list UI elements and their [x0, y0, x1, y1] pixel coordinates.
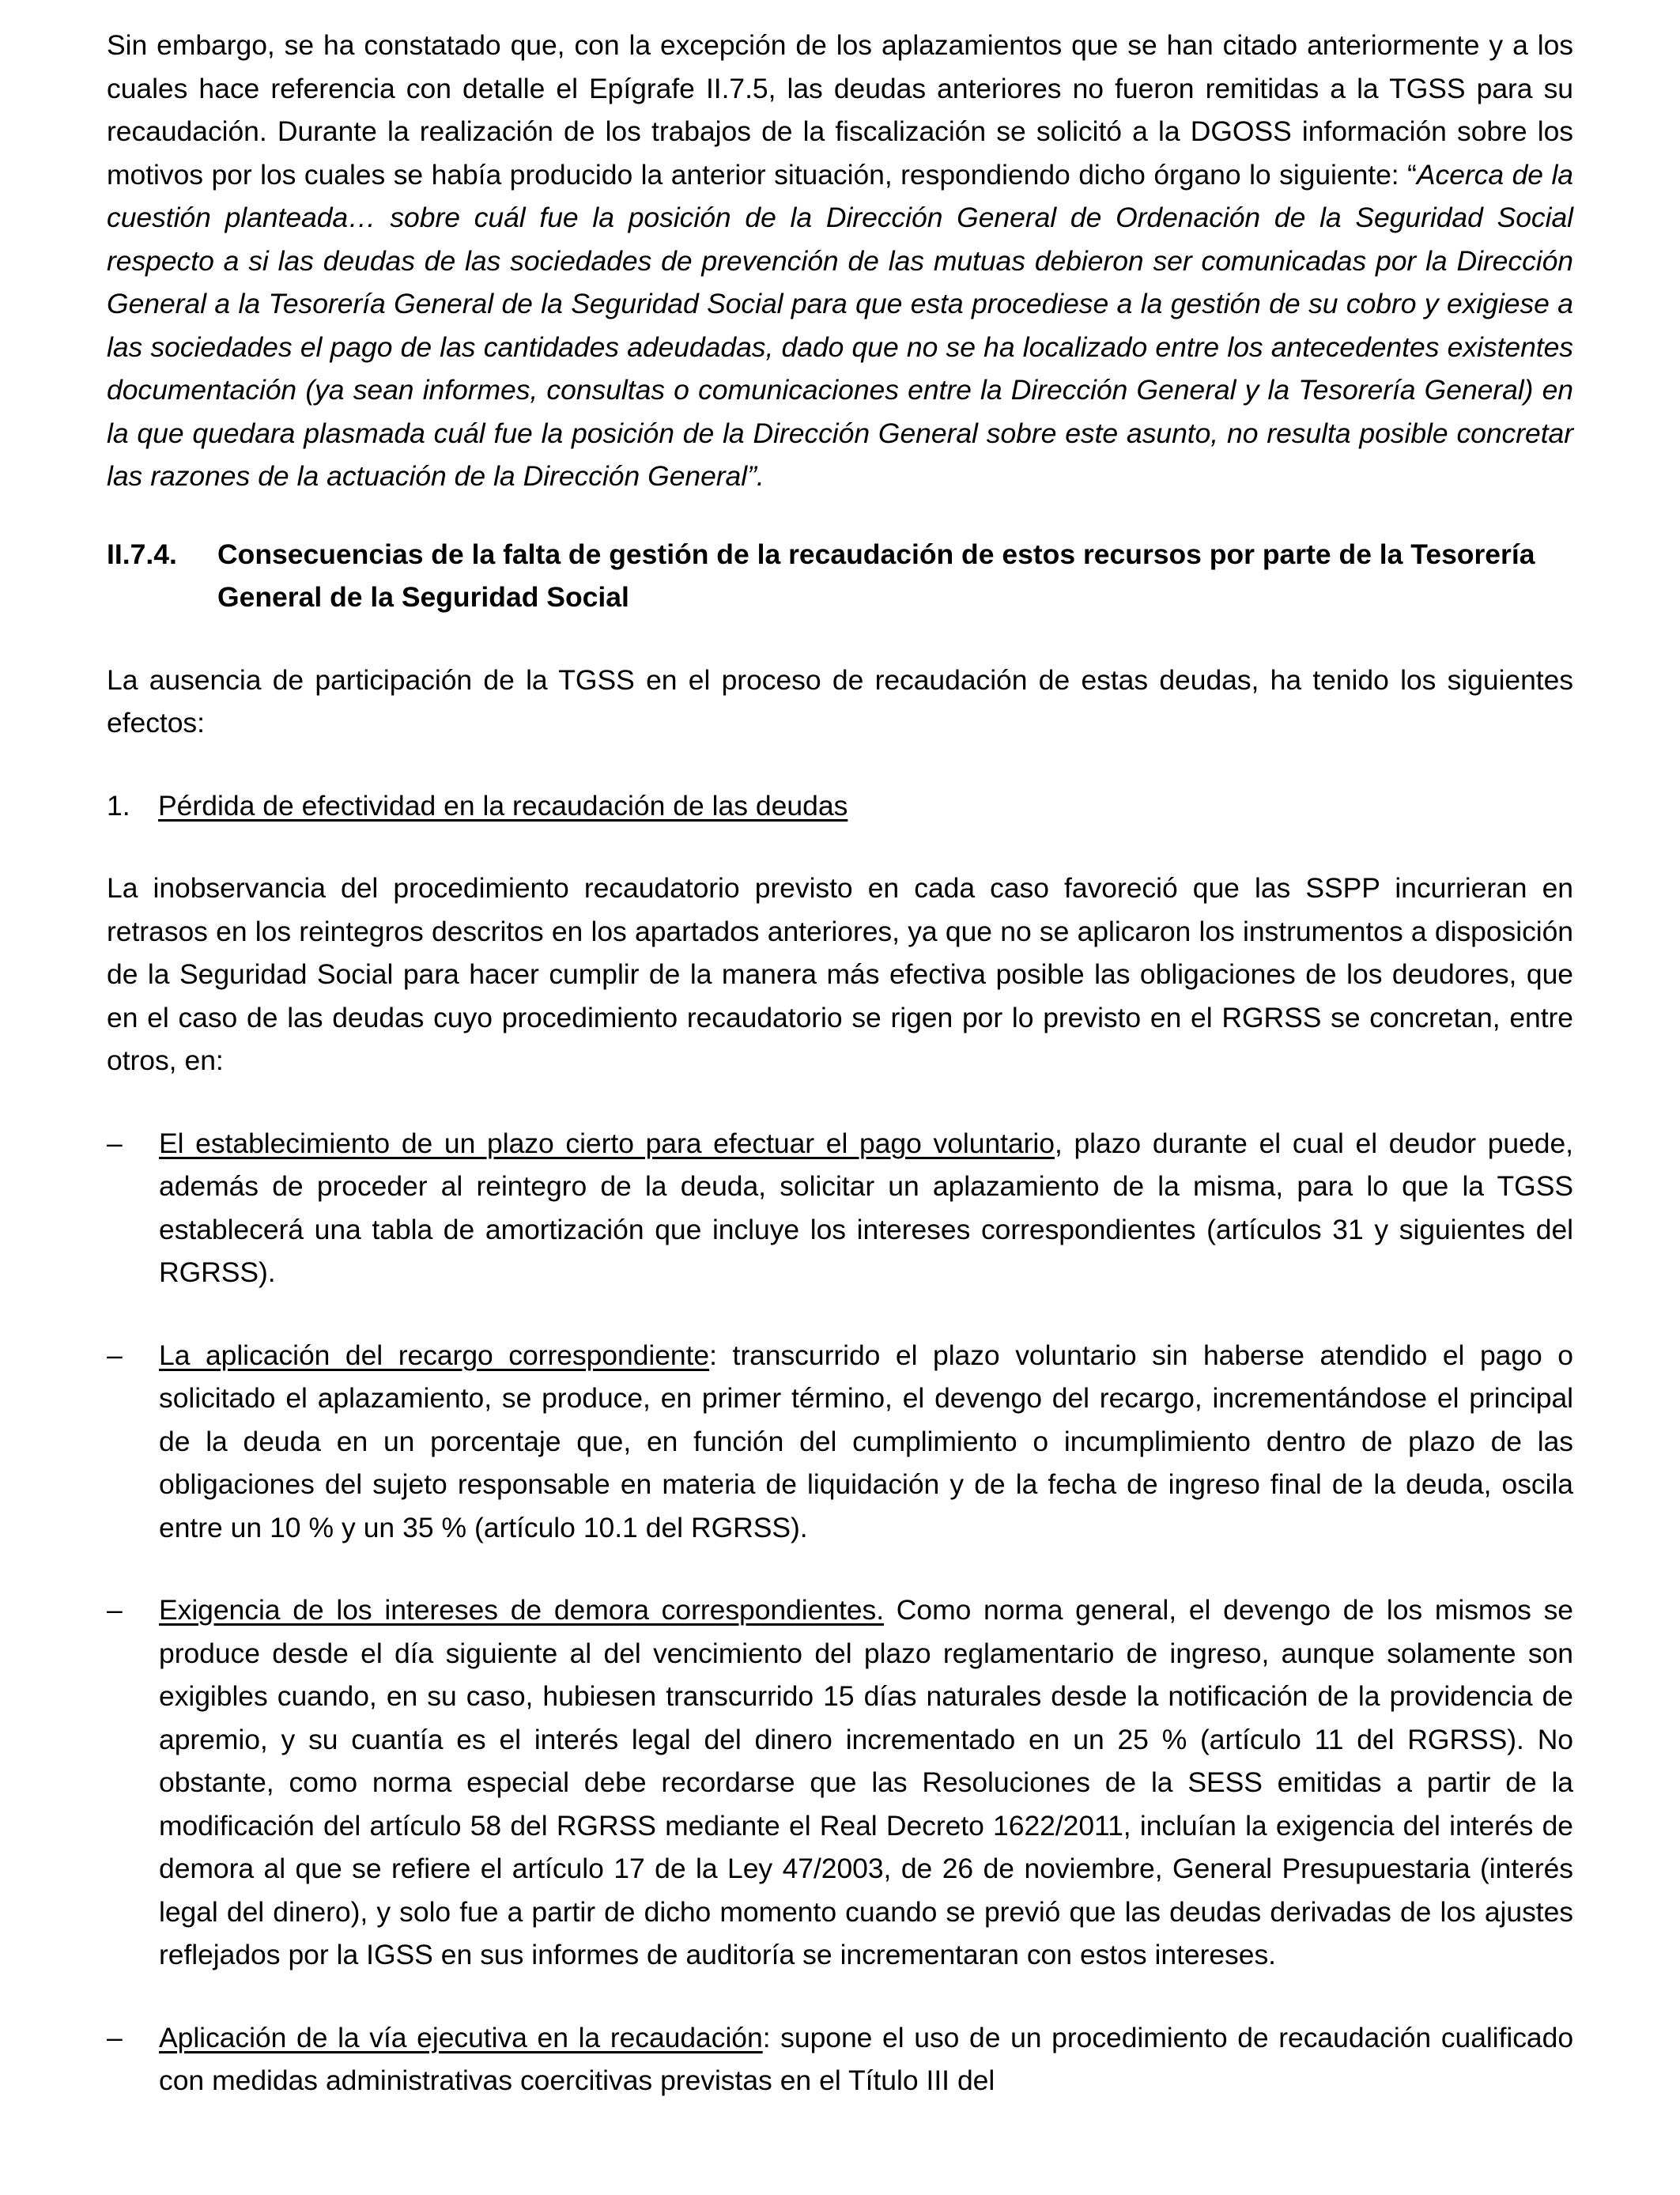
spacer [107, 1082, 1573, 1122]
dash-item-content [159, 1589, 1573, 1977]
dash-bullet-marker: – [107, 1594, 123, 1626]
numbered-item-label: Pérdida de efectividad en la recaudación de las deudas [158, 789, 848, 822]
dash-list-item [107, 1589, 1573, 1977]
dash-item-lead: Aplicación de la vía ejecutiva en la recaudación [159, 2021, 763, 2053]
spacer [107, 498, 1573, 533]
spacer [107, 1549, 1573, 1589]
dash-item-lead: El establecimiento de un plazo cierto para efectuar el pago voluntario [159, 1127, 1055, 1159]
dash-list-item [107, 1334, 1573, 1550]
effects-intro-paragraph: La ausencia de participación de la TGSS en el proceso de recaudación de estas deudas, ha tenido los siguientes efectos: [107, 663, 1573, 739]
section-heading-number: II.7.4. [107, 538, 177, 570]
dash-bullet-marker: – [107, 1127, 123, 1159]
dash-list-item [107, 2016, 1573, 2102]
spacer [107, 1977, 1573, 2016]
loss-body-paragraph: La inobservancia del procedimiento recaudatorio previsto en cada caso favoreció que las SSPP incurrieran en retrasos en los reintegros descritos en los apartados anteriores, ya que no se aplicaron los instrumentos a disposición de la Seguridad Social para hacer cumplir de la manera más efectiva posible las obligaciones de los deudores, que en el caso de las deudas cuyo procedimiento recaudatorio se rigen por lo previsto en el RGRSS se concretan, entre otros, en: [107, 872, 1573, 1076]
dash-item-rest: Como norma general, el devengo de los mismos se produce desde el día siguiente al del vencimiento del plazo reglamentario de ingreso, aunque solamente son exigibles cuando, en su caso, hubiesen transcurrido 15 días naturales desde la notificación de la providencia de apremio, y su cuantía es el interés legal del dinero incrementado en un 25 % (artículo 11 del RGRSS). No obstante, como norma especial debe recordarse que las Resoluciones de la SESS emitidas a partir de la modificación del artículo 58 del RGRSS mediante el Real Decreto 1622/2011, incluían la exigencia del interés de demora al que se refiere el artículo 17 de la Ley 47/2003, de 26 de noviembre, General Presupuestaria (interés legal del dinero), y solo fue a partir de dicho momento cuando se previó que las deudas derivadas de los ajustes reflejados por la IGSS en sus informes de auditoría se incrementaran con estos intereses. [159, 1594, 1573, 1970]
dash-item-rest: : supone el uso de un procedimiento de recaudación cualificado con medidas administrativas coercitivas previstas en el Título III del [159, 2021, 1574, 2096]
quote-open-mark: “ [1407, 158, 1417, 191]
spacer [107, 745, 1573, 784]
dash-item-content [159, 1122, 1573, 1294]
spacer [107, 827, 1573, 867]
intro-paragraph [107, 24, 1573, 498]
dash-item-content [159, 1334, 1573, 1550]
intro-plain-text: Sin embargo, se ha constatado que, con la excepción de los aplazamientos que se han citado anteriormente y a los cuales hace referencia con detalle el Epígrafe II.7.5, las deudas anteriores no fueron remitidas a la TGSS para su recaudación. Durante la realización de los trabajos de la fiscalización se solicitó a la DGOSS información sobre los motivos por los cuales se había producido la anterior situación, respondiendo dicho órgano lo siguiente: [107, 29, 1573, 191]
dash-item-rest: : transcurrido el plazo voluntario sin haberse atendido el pago o solicitado el aplazamiento, se produce, en primer término, el devengo del recargo, incrementándose el principal de la deuda en un porcentaje que, en función del cumplimiento o incumplimiento dentro de plazo de las obligaciones del sujeto responsable en materia de liquidación y de la fecha de ingreso final de la deuda, oscila entre un 10 % y un 35 % (artículo 10.1 del RGRSS). [159, 1339, 1573, 1543]
dash-item-content [159, 2016, 1573, 2102]
dash-item-lead: Exigencia de los intereses de demora correspondientes. [159, 1594, 885, 1626]
spacer [107, 1294, 1573, 1334]
section-heading-ii-7-4 [107, 533, 1573, 619]
quoted-statement: Acerca de la cuestión planteada… sobre cuál fue la posición de la Dirección General de Ordenación de la Seguridad Social respecto a si las deudas de las sociedades de prevención de las mutuas debieron ser comunicadas por la Dirección General a la Tesorería General de la Seguridad Social para que esta procediese a la gestión de su cobro y exigiese a las sociedades el pago de las cantidades adeudadas, dado que no se ha localizado entre los antecedentes existentes documentación (ya sean informes, consultas o comunicaciones entre la Dirección General y la Tesorería General) en la que quedara plasmada cuál fue la posición de la Dirección General sobre este asunto, no resulta posible concretar las razones de la actuación de la Dirección General [107, 158, 1573, 492]
spacer [107, 619, 1573, 659]
dash-item-lead: La aplicación del recargo correspondiente [159, 1339, 710, 1371]
dash-bullet-marker: – [107, 1339, 123, 1371]
dash-bullet-marker: – [107, 2021, 123, 2053]
section-heading-title: Consecuencias de la falta de gestión de la recaudación de estos recursos por parte de la Tesorería General de la Seguridad Social [217, 538, 1535, 613]
numbered-list-item-1 [107, 784, 1573, 828]
dash-list-item [107, 1122, 1573, 1294]
dash-item-rest: , plazo durante el cual el deudor puede, además de proceder al reintegro de la deuda, solicitar un aplazamiento de la misma, para lo que la TGSS establecerá una tabla de amortización que incluye los intereses correspondientes (artículos 31 y siguientes del RGRSS). [159, 1127, 1573, 1288]
numbered-item-marker: 1. [107, 789, 130, 822]
quote-close-mark: ”. [747, 460, 764, 492]
